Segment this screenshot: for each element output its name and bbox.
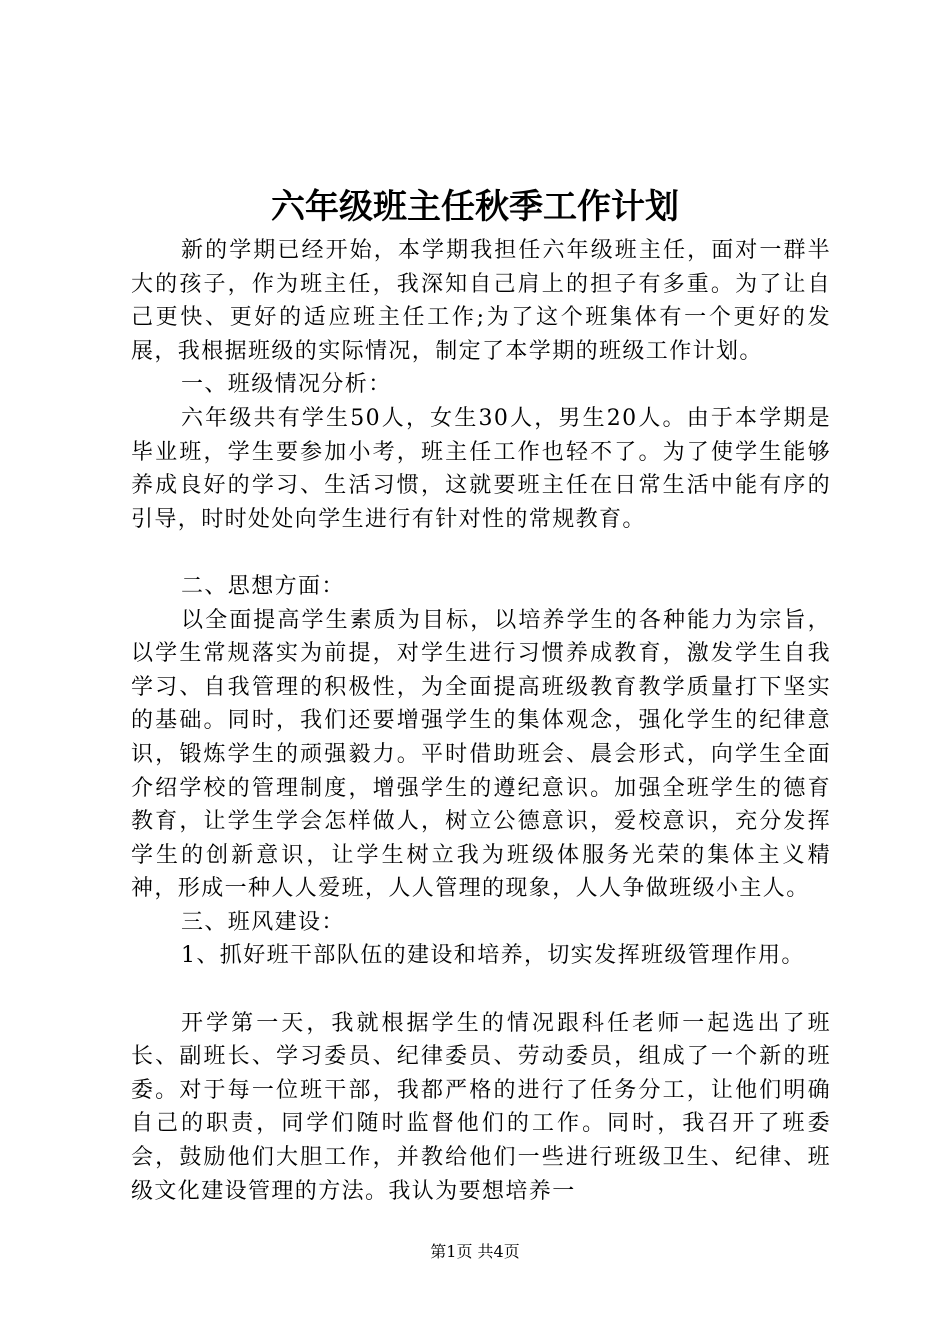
section-heading-class-analysis: 一、班级情况分析： (181, 372, 392, 398)
section-heading-thought: 二、思想方面： (181, 573, 345, 599)
paragraph-thought: 以全面提高学生素质为目标，以培养学生的各种能力为宗旨，以学生常规落实为前提，对学生进行习惯养成教育，激发学生自我学习、自我管理的积极性，为全面提高班级教育教学质量打下坚实的基础。同时，我们还要增强学生的集体观念，强化学生的纪律意识，锻炼学生的顽强毅力。平时借助班会、晨会形式，向学生全面介绍学校的管理制度，增强学生的遵纪意识。加强全班学生的德育教育，让学生学会怎样做人，树立公德意识，爱校意识，充分发挥学生的创新意识，让学生树立我为班级体服务光荣的集体主义精神，形成一种人人爱班，人人管理的现象，人人争做班级小主人。 (131, 607, 831, 902)
document-body (131, 234, 831, 1208)
paragraph-intro: 新的学期已经开始，本学期我担任六年级班主任，面对一群半大的孩子，作为班主任，我深知自己肩上的担子有多重。为了让自己更快、更好的适应班主任工作;为了这个班集体有一个更好的发展，我根据班级的实际情况，制定了本学期的班级工作计划。 (131, 238, 831, 364)
subsection-class-cadres: 1、抓好班干部队伍的建设和培养，切实发挥班级管理作用。 (181, 943, 805, 969)
page-number-footer: 第1页 共4页 (430, 1242, 520, 1261)
paragraph-class-analysis: 六年级共有学生50人，女生30人，男生20人。由于本学期是毕业班，学生要参加小考，班主任工作也轻不了。为了使学生能够养成良好的学习、生活习惯，这就要班主任在日常生活中能有序的引导，时时处处向学生进行有针对性的常规教育。 (131, 405, 831, 532)
document-title: 六年级班主任秋季工作计划 (271, 187, 679, 227)
paragraph-class-cadres: 开学第一天，我就根据学生的情况跟科任老师一起选出了班长、副班长、学习委员、纪律委员、劳动委员，组成了一个新的班委。对于每一位班干部，我都严格的进行了任务分工，让他们明确自己的职责，同学们随时监督他们的工作。同时，我召开了班委会，鼓励他们大胆工作，并教给他们一些进行班级卫生、纪律、班级文化建设管理的方法。我认为要想培养一 (131, 1010, 831, 1204)
section-heading-class-style: 三、班风建设： (181, 909, 345, 935)
